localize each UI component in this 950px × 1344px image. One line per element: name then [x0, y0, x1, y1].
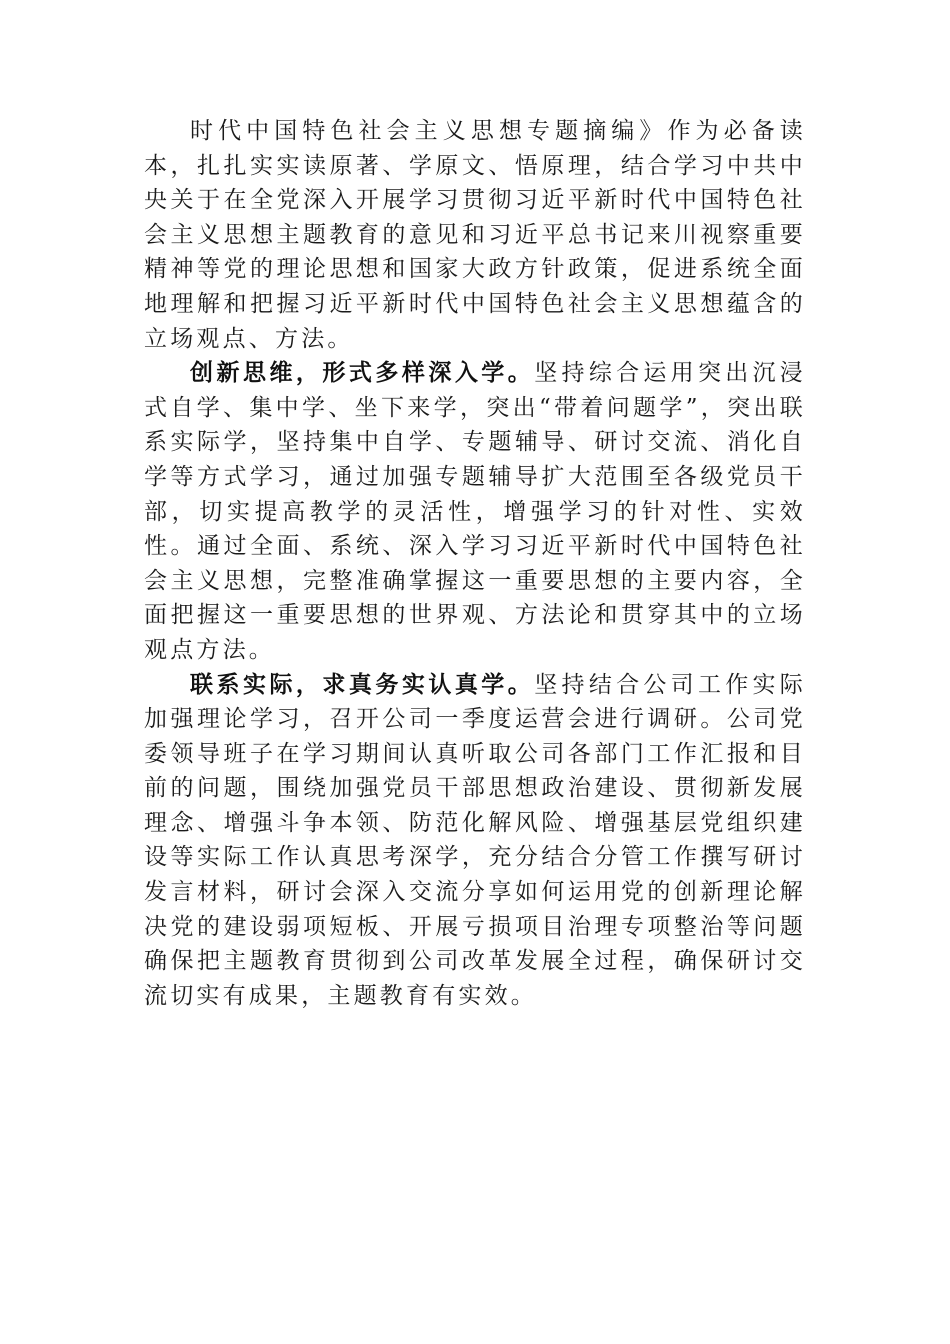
paragraph-lead: 联系实际，求真务实认真学。 [190, 671, 535, 698]
document-page [144, 114, 806, 1013]
paragraph-innovative-thinking [144, 356, 806, 667]
paragraph-practical-connection [144, 668, 806, 1014]
paragraph-body: 坚持结合公司工作实际加强理论学习，召开公司一季度运营会进行调研。公司党委领导班子在学习期间认真听取公司各部门工作汇报和目前的问题，围绕加强党员干部思想政治建设、贯彻新发展理念、增强斗争本领、防范化解风险、增强基层党组织建设等实际工作认真思考深学，充分结合分管工作撰写研讨发言材料，研讨会深入交流分享如何运用党的创新理论解决党的建设弱项短板、开展亏损项目治理专项整治等问题确保把主题教育贯彻到公司改革发展全过程，确保研讨交流切实有成果，主题教育有实效。 [144, 671, 807, 1009]
paragraph-body: 时代中国特色社会主义思想专题摘编》作为必备读本，扎扎实实读原著、学原文、悟原理，结合学习中共中央关于在全党深入开展学习贯彻习近平新时代中国特色社会主义思想主题教育的意见和习近平总书记来川视察重要精神等党的理论思想和国家大政方针政策，促进系统全面地理解和把握习近平新时代中国特色社会主义思想蕴含的立场观点、方法。 [144, 118, 806, 352]
paragraph-lead: 创新思维，形式多样深入学。 [190, 360, 535, 387]
paragraph-body: 坚持综合运用突出沉浸式自学、集中学、坐下来学，突出“带着问题学”，突出联系实际学，坚持集中自学、专题辅导、研讨交流、消化自学等方式学习，通过加强专题辅导扩大范围至各级党员干部，切实提高教学的灵活性，增强学习的针对性、实效性。通过全面、系统、深入学习习近平新时代中国特色社会主义思想，完整准确掌握这一重要思想的主要内容，全面把握这一重要思想的世界观、方法论和贯穿其中的立场观点方法。 [144, 360, 807, 663]
paragraph-study-materials [144, 114, 806, 356]
